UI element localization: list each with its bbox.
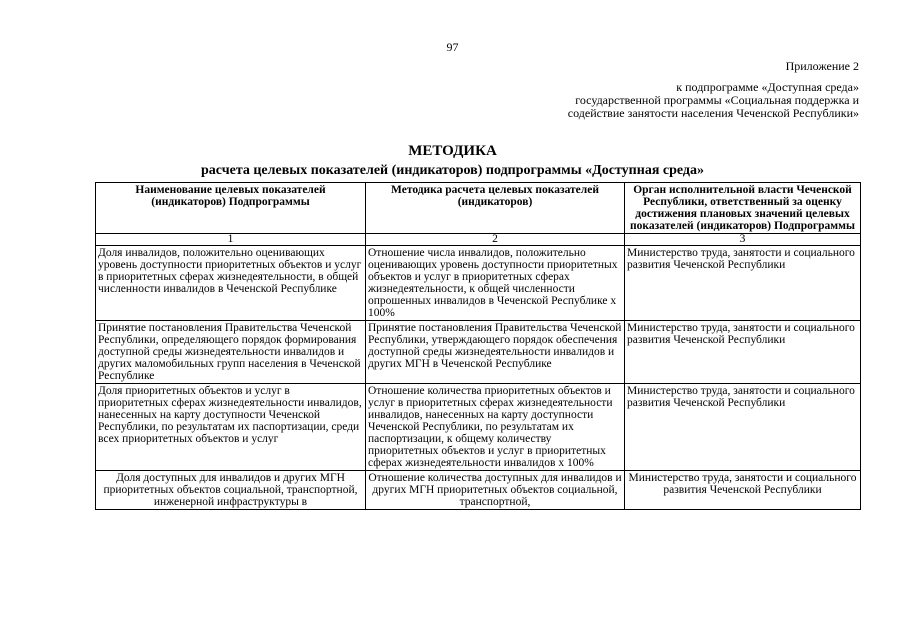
calculation-method-cell: Отношение количества доступных для инвалидов и других МГН приоритетных объектов социальной, транспортной, xyxy=(366,471,625,510)
table-row xyxy=(96,384,861,471)
responsible-authority-cell: Министерство труда, занятости и социального развития Чеченской Республики xyxy=(625,246,861,321)
header-responsible-authority: Орган исполнительной власти Чеченской Республики, ответственный за оценку достижения плановых значений целевых показателей (индикаторов) Подпрограммы xyxy=(625,183,861,234)
appendix-line-2: государственной программы «Социальная поддержка и xyxy=(575,93,859,107)
table-row xyxy=(96,471,861,510)
document-title: МЕТОДИКА xyxy=(408,143,497,159)
appendix-line-1: к подпрограмме «Доступная среда» xyxy=(676,80,859,94)
methodology-table xyxy=(95,182,861,510)
table-row xyxy=(96,246,861,321)
indicator-name-cell: Доля инвалидов, положительно оценивающих уровень доступности приоритетных объектов и услуг в приоритетных сферах жизнедеятельности, в общей численности инвалидов в Чеченской Республике xyxy=(96,246,366,321)
header-calculation-method: Методика расчета целевых показателей (индикаторов) xyxy=(366,183,625,234)
column-number: 2 xyxy=(366,234,625,246)
indicator-name-cell: Доля приоритетных объектов и услуг в приоритетных сферах жизнедеятельности инвалидов, нанесенных на карту доступности Чеченской Республики, по результатам их паспортизации, среди всех приоритетных объектов и услуг xyxy=(96,384,366,471)
appendix-label: Приложение 2 xyxy=(785,59,859,73)
calculation-method-cell: Принятие постановления Правительства Чеченской Республики, утверждающего порядок обеспечения доступной среды жизнедеятельности инвалидов и других МГН в Чеченской Республике xyxy=(366,321,625,384)
indicator-name-cell: Принятие постановления Правительства Чеченской Республики, определяющего порядок формирования доступной среды жизнедеятельности инвалидов и других маломобильных групп населения в Чеченской Республике xyxy=(96,321,366,384)
column-number: 1 xyxy=(96,234,366,246)
document-subtitle: расчета целевых показателей (индикаторов) подпрограммы «Доступная среда» xyxy=(200,163,704,178)
calculation-method-cell: Отношение количества приоритетных объектов и услуг в приоритетных сферах жизнедеятельности инвалидов, нанесенных на карту доступности Чеченской Республики, по результатам их паспортизации, к общему количеству приоритетных объектов и услуг в приоритетных сферах жизнедеятельности инвалидов х 100% xyxy=(366,384,625,471)
appendix-line-3: содействие занятости населения Чеченской Республики» xyxy=(567,106,859,120)
appendix-block xyxy=(568,60,859,120)
indicator-name-cell: Доля доступных для инвалидов и других МГН приоритетных объектов социальной, транспортной, инженерной инфраструктуры в xyxy=(96,471,366,510)
responsible-authority-cell: Министерство труда, занятости и социального развития Чеченской Республики xyxy=(625,384,861,471)
column-number: 3 xyxy=(625,234,861,246)
page-number: 97 xyxy=(446,40,459,54)
responsible-authority-cell: Министерство труда, занятости и социального развития Чеченской Республики xyxy=(625,321,861,384)
header-indicator-name: Наименование целевых показателей (индикаторов) Подпрограммы xyxy=(96,183,366,234)
responsible-authority-cell: Министерство труда, занятости и социального развития Чеченской Республики xyxy=(625,471,861,510)
calculation-method-cell: Отношение числа инвалидов, положительно оценивающих уровень доступности приоритетных объектов и услуг в приоритетных сферах жизнедеятельности, к общей численности опрошенных инвалидов в Чеченской Республике х 100% xyxy=(366,246,625,321)
table-row xyxy=(96,321,861,384)
table-header-row xyxy=(96,183,861,234)
column-number-row xyxy=(96,234,861,246)
